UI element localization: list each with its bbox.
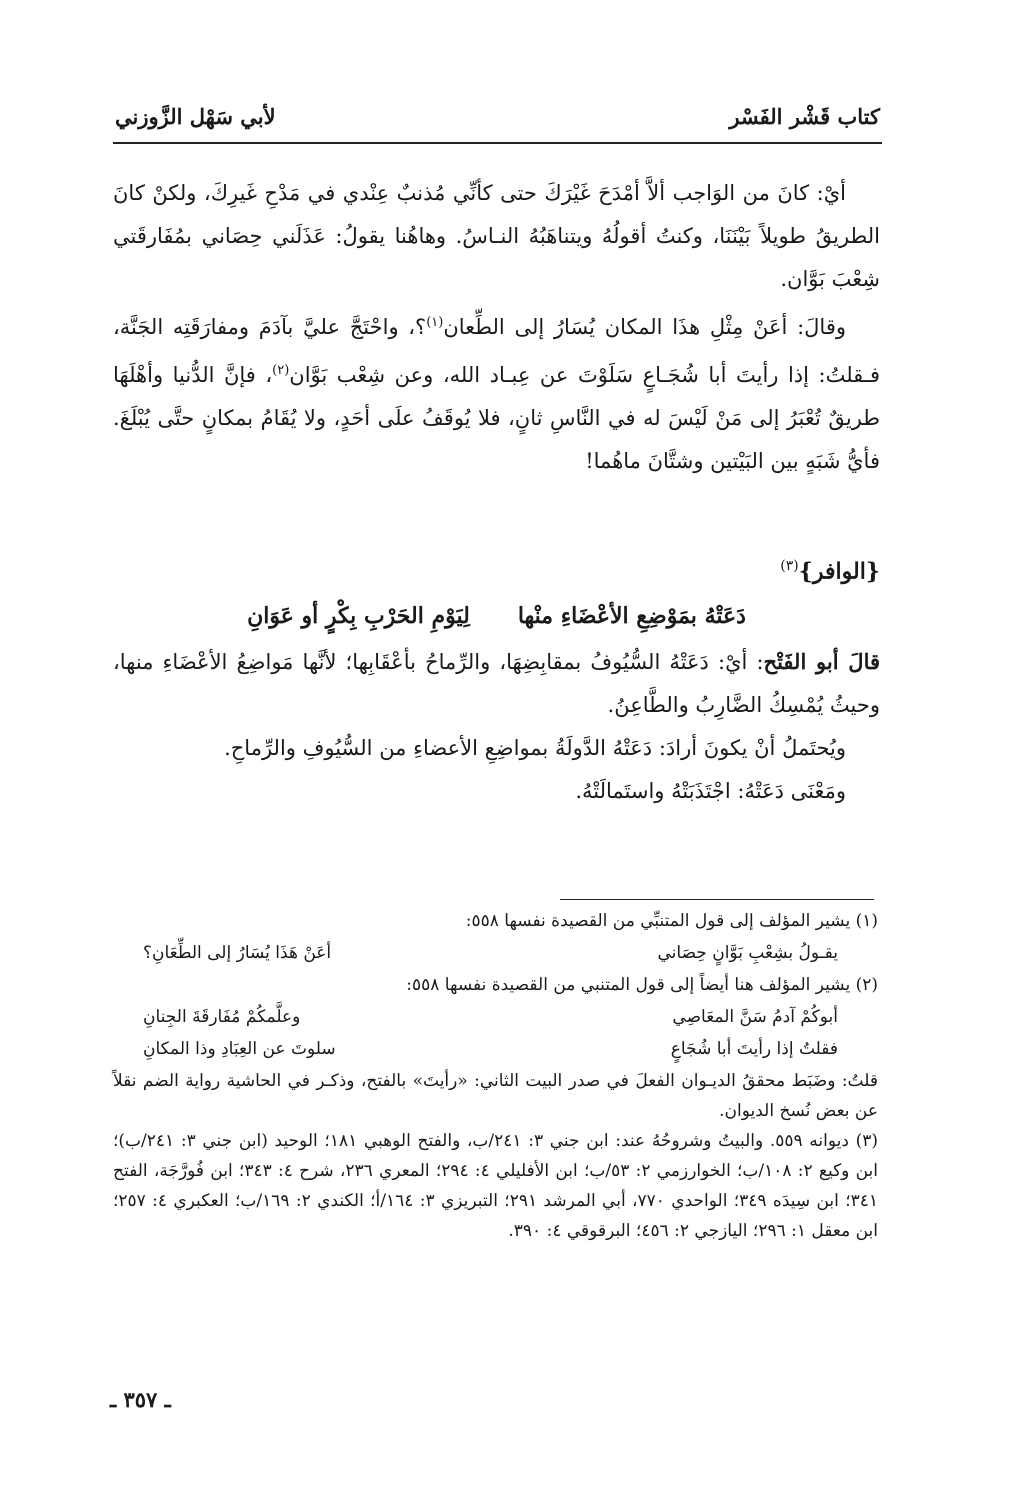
fn2-verse1-first: أبوكُمْ آدمُ سَنَّ المعَاصِي <box>672 1007 838 1027</box>
footnote-1-intro: (١) يشير المؤلف إلى قول المتنبِّي من القصيدة نفسها ٥٥٨: <box>465 911 878 931</box>
paragraph-2-part-b: ؟، واحْتَجَّ عليَّ بآدَمَ ومفارَقَتِه الجَنَّة، فـقلتُ: إذا رأيتَ أبا شُجَـاعٍ سَلَوْتَ عن عِبـاد الله، وعن شِعْب بَوَّان <box>113 315 880 387</box>
book-title: كتاب قَشْر الفَسْر <box>729 103 880 129</box>
footnote-ref-1[interactable]: (١) <box>426 315 444 330</box>
paragraph-2-part-c: ، فإنَّ الدُّنيا وأهْلَهَا طريقٌ تُعْبَرُ إلى مَنْ لَيْسَ له في النَّاسِ ثانٍ، فلا يُوقَفُ علَى أحَدٍ، ولا يُقَامُ بمكانٍ حتَّى يُبْلَغَ. فأيُّ شَبَهٍ بين البَيْتين وشتَّانَ ماهُما! <box>113 363 880 473</box>
speaker-name: قالَ أبو الفَتْح <box>763 649 880 675</box>
verse-first-hemistich: دَعَتْهُ بمَوْضِعِ الأعْضَاءِ منْها <box>517 603 746 630</box>
footnote-3: (٣) ديوانه ٥٥٩. والبيتُ وشروحُهُ عند: ابن جني ٣: ٢٤١/ب، والفتح الوهبي ١٨١؛ الوحيد (ابن جني ٣: ٢٤١/ب)؛ ابن وكيع ٢: ١٠٨/ب؛ الخوارزمي ٢: ٥٣/ب؛ ابن الأفليلي ٤: ٢٩٤؛ المعري ٢٣٦، شرح ٤: ٣٤٣؛ ابن فُورَّجَة، الفتح ٣٤١؛ ابن سِيدَه ٣٤٩؛ الواحدي ٧٧٠، أبي المرشد ٢٩١؛ التبريزي ٣: ١٦٤/أ؛ الكندي ٢: ١٦٩/ب؛ العكبري ٤: ٢٥٧؛ ابن معقل ١: ٢٩٦؛ اليازجي ٢: ٤٥٦؛ البرقوقي ٤: ٣٩٠. <box>113 1131 879 1241</box>
footnote-1-verse <box>113 938 878 968</box>
running-header <box>115 96 880 136</box>
paragraph-5: ومَعْنَى دَعَتْهُ: اجْتَذَبَتْهُ واستَمالَتْهُ. <box>575 779 846 804</box>
paragraph-2-part-a: وقالَ: أعَنْ مِثْلِ هذَا المكان يُسَارُ إلى الطِّعان <box>443 315 846 339</box>
footnote-2-note: قلتُ: وضَبَط محققُ الديـوان الفعلَ في صدر البيت الثاني: «رأيتَ» بالفتح، وذكـر في الحاشية رواية الضم نقلاً عن بعض نُسخ الديوان. <box>113 1071 878 1121</box>
paragraph-3 <box>113 640 880 727</box>
footnote-rule <box>560 899 874 900</box>
footnote-ref-2[interactable]: (٢) <box>272 363 290 378</box>
poem-verse <box>153 595 840 638</box>
paragraph-1: أيْ: كانَ من الوَاجب ألاَّ أمْدَحَ غَيْرَكَ حتى كأنِّي مُذنبٌ عِنْدي في مَدْحِ غَيرِكَ، ولكنْ كانَ الطريقُ طويلاً بَيْنَنَا، وكنتُ أقولُهُ ويتناهَبُهُ النـاسُ. وهاهُنا يقولُ: عَذَلَني حِصَاني بمُفَارقَتي شِعْبَ بَوَّان. <box>113 181 880 291</box>
meter-name: {الوافر} <box>798 558 880 585</box>
main-text <box>113 172 880 813</box>
fn1-verse-first: يقـولُ بشِعْبِ بَوَّانٍ حِصَاني <box>657 943 838 963</box>
footnote-ref-3[interactable]: (٣) <box>780 558 799 574</box>
footnote-2-intro: (٢) يشير المؤلف هنا أيضاً إلى قول المتنبي من القصيدة نفسها ٥٥٨: <box>406 975 878 995</box>
paragraph-2 <box>113 301 880 483</box>
meter-label <box>113 545 880 593</box>
fn2-verse1-second: وعلَّمكُمْ مُفَارقَةَ الجِنانِ <box>143 1007 301 1027</box>
section-gap <box>113 483 880 541</box>
fn2-verse2-second: سلوتَ عن العِبَادِ وذا المكانِ <box>143 1039 336 1059</box>
header-rule <box>113 142 882 144</box>
paragraph-3-text: : أيْ: دَعَتْهُ السُّيُوفُ بمقابِضِهَا، والرِّماحُ بأعْقَابِها؛ لأنَّها مَواضِعُ الأعْضَاءِ منها، وحيثُ يُمْسِكُ الضَّارِبُ والطَّاعِنُ. <box>113 650 880 718</box>
footnote-2-verse-2 <box>113 1034 878 1064</box>
fn2-verse2-first: فقلتُ إذا رأيتَ أبا شُجَاعٍ <box>670 1039 838 1059</box>
footnote-2-verse-1 <box>113 1002 878 1032</box>
footnotes <box>113 906 878 1246</box>
author-name: لأبي سَهْل الزَّوزني <box>115 103 276 129</box>
paragraph-4: ويُحتَملُ أنْ يكونَ أرادَ: دَعَتْهُ الدَّولَةُ بمواضِعِ الأعضاءِ من السُّيُوفِ والرِّماحِ. <box>224 736 846 761</box>
verse-second-hemistich: لِيَوْمِ الحَرْبِ بِكْرٍ أو عَوَانِ <box>247 603 470 630</box>
page-number: ـ ٣٥٧ ـ <box>110 1387 171 1412</box>
fn1-verse-second: أعَنْ هَذَا يُسَارُ إلى الطِّعَانِ؟ <box>143 943 332 963</box>
